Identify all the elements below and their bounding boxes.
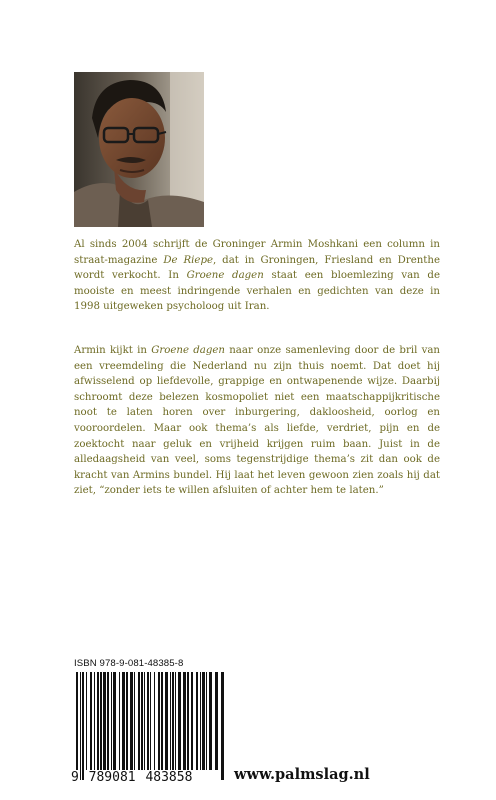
- text-run: staat een bloemlezing van de mooiste en meest indringende verhalen en gedichten van deze in 1998 uitgeweken psycholoog uit Iran.: [74, 270, 440, 313]
- author-photo: [74, 72, 204, 227]
- description-paragraph-1: [74, 237, 440, 315]
- text-run: naar onze samenleving door de bril van een vreemdeling die Nederland nu zijn thuis noemt. Dat doet hij afwisselend op liefdevolle, grappige en ontwapenende wijze. Daarbij schroomt deze belezen kosmopoliet niet een maatschappijkritische noot te laten horen over inburgering, dakloosheid, oorlog en vooroordelen. Maar ook thema’s als liefde, verdriet, pijn en de zoektocht naar geluk en vrijheid krijgen ruim baan. Juist in de alledaagsheid van veel, soms tegenstrijdige thema’s zit dan ook de kracht van Armins bundel. Hij laat het leven gewoon zien zoals hij dat ziet, “zonder iets te willen afsluiten of achter hem te laten.”: [74, 345, 440, 497]
- barcode-digits: [70, 770, 230, 785]
- barcode-bar: [80, 672, 81, 780]
- barcode-bar: [154, 672, 155, 770]
- barcode-bar: [86, 672, 87, 770]
- barcode-left-group: 789081: [88, 770, 136, 785]
- barcode-bar: [144, 672, 145, 770]
- barcode-bar: [175, 672, 176, 770]
- barcode-bar: [178, 672, 181, 770]
- barcode-bar: [119, 672, 120, 770]
- paragraph-text: [74, 343, 440, 499]
- barcode-bar: [126, 672, 128, 770]
- barcode-bar: [97, 672, 99, 770]
- barcode-bar: [183, 672, 186, 770]
- barcode-bar: [122, 672, 125, 770]
- barcode-bar: [170, 672, 171, 770]
- barcode-bar: [113, 672, 116, 770]
- barcode-first-digit: 9: [71, 770, 79, 785]
- barcode-bar: [100, 672, 102, 770]
- barcode-bar: [134, 672, 135, 770]
- barcode-bar: [76, 672, 78, 780]
- barcode-bar: [165, 672, 168, 770]
- barcode-bar: [130, 672, 133, 770]
- barcode-bar: [141, 672, 143, 770]
- barcode-bar: [111, 672, 112, 770]
- barcode-bar: [215, 672, 218, 770]
- barcode-bar: [107, 672, 109, 770]
- barcode-bar: [161, 672, 163, 770]
- text-run: , dat in Groningen, Friesland en Drenthe wordt verkocht. In: [74, 254, 440, 282]
- barcode-bar: [191, 672, 193, 770]
- barcode-bar: [209, 672, 212, 770]
- isbn-label: ISBN 978-9-081-48385-8: [74, 658, 184, 669]
- barcode-bar: [147, 672, 149, 780]
- barcode-bar: [82, 672, 84, 780]
- barcode-bar: [90, 672, 92, 770]
- text-run: Armin kijkt in: [74, 345, 152, 356]
- barcode-bar: [158, 672, 160, 770]
- barcode-bar: [94, 672, 95, 770]
- book-title: Groene dagen: [151, 345, 225, 356]
- barcode-bar: [172, 672, 174, 770]
- barcode-bar: [150, 672, 151, 780]
- barcode-bar: [221, 672, 224, 780]
- barcode-bar: [196, 672, 198, 770]
- barcode-bar: [206, 672, 207, 770]
- book-title: Groene dagen: [186, 270, 264, 282]
- description-paragraph-2: [74, 343, 440, 499]
- magazine-title: De Riepe: [163, 254, 213, 266]
- text-run: Al sinds 2004 schrijft de Groninger Armin Moshkani een column in straat-magazine: [74, 239, 440, 266]
- barcode-bar: [103, 672, 106, 770]
- barcode-right-group: 483858: [145, 770, 193, 785]
- barcode-bar: [187, 672, 189, 770]
- publisher-website: www.palmslag.nl: [234, 766, 370, 783]
- paragraph-text: [74, 237, 440, 315]
- barcode-bar: [202, 672, 205, 770]
- barcode-bar: [138, 672, 140, 770]
- barcode-bar: [200, 672, 201, 770]
- barcode: [74, 672, 226, 782]
